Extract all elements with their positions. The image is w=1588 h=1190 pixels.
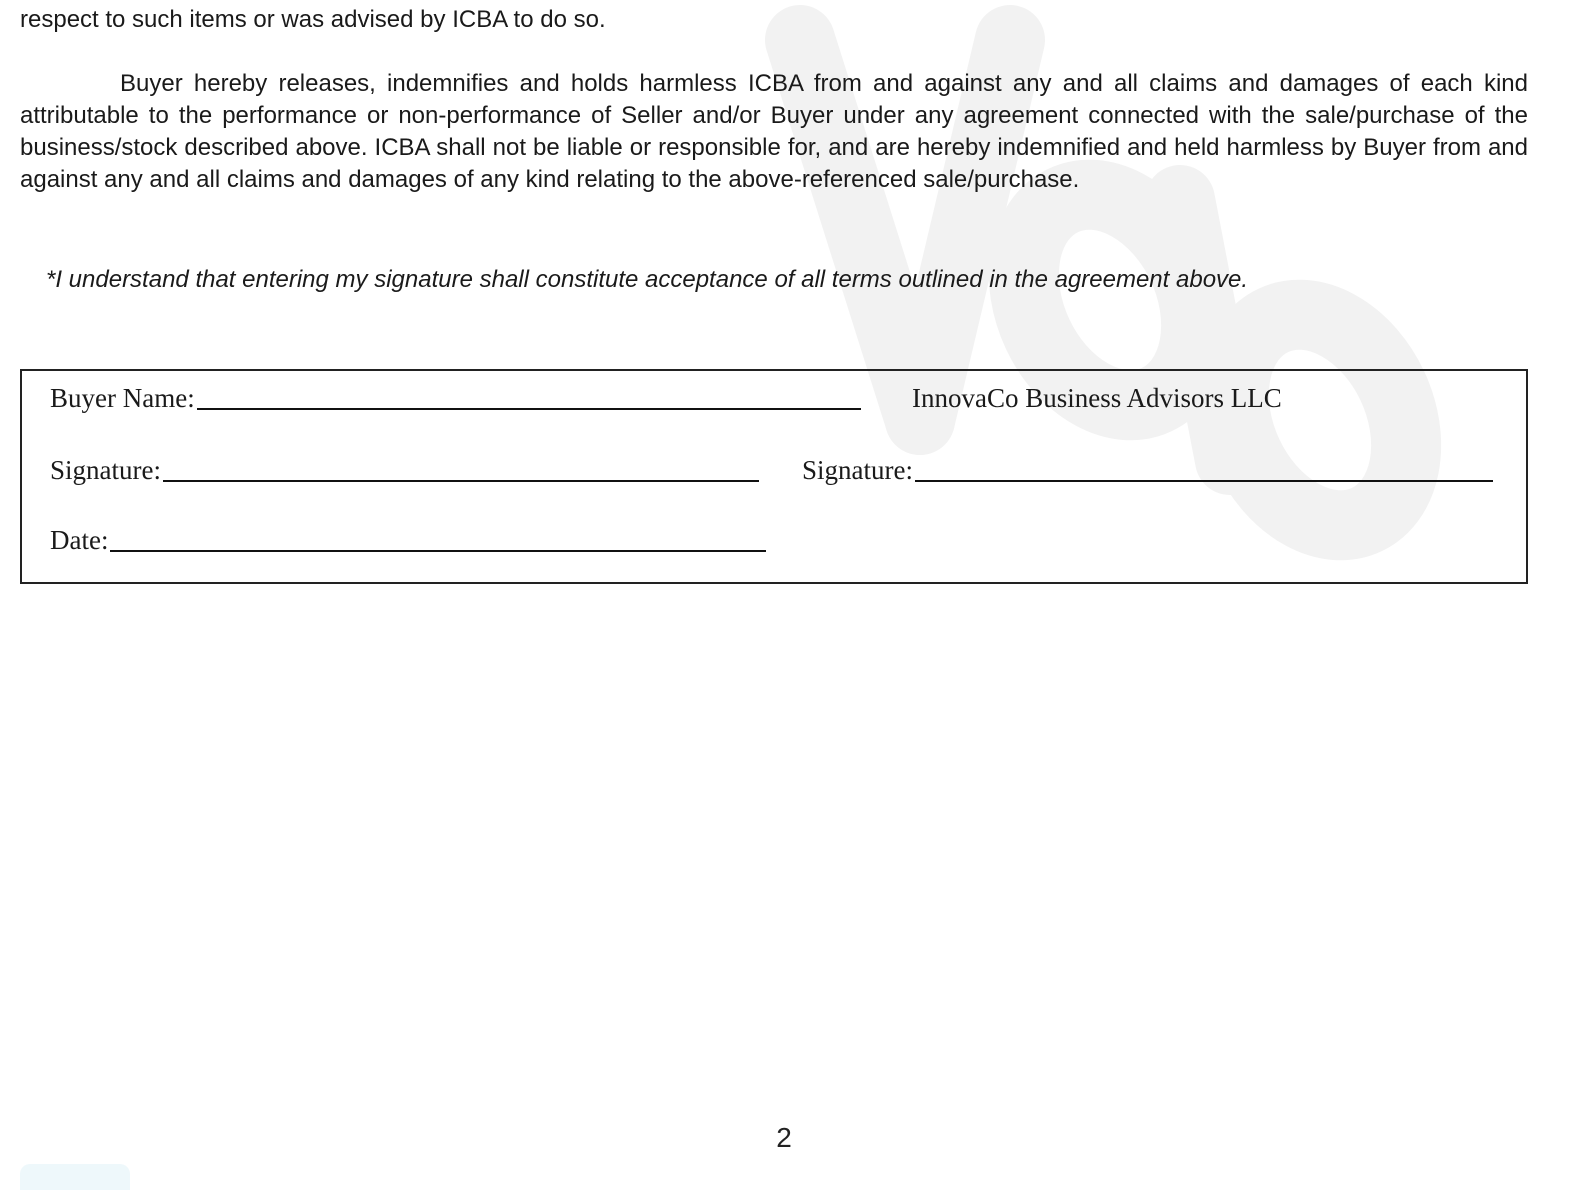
company-name (912, 383, 1282, 414)
company-signature-label: Signature: (802, 455, 913, 485)
date-line[interactable] (110, 549, 766, 552)
company-signature-line[interactable] (915, 479, 1493, 482)
buyer-signature-field[interactable] (50, 455, 759, 486)
date-field[interactable] (50, 525, 766, 556)
acceptance-note: *I understand that entering my signature shall constitute acceptance of all terms outlined in the agreement above. (46, 266, 1249, 293)
company-name-text: InnovaCo Business Advisors LLC (912, 383, 1282, 413)
buyer-name-line[interactable] (197, 407, 861, 410)
company-signature-field[interactable] (802, 455, 1493, 486)
buyer-signature-label: Signature: (50, 455, 161, 485)
signature-block (20, 369, 1528, 584)
buyer-name-field[interactable] (50, 383, 861, 414)
viewer-corner-tint (20, 1164, 130, 1190)
paragraph-tail: respect to such items or was advised by ICBA to do so. (20, 6, 606, 33)
date-label: Date: (50, 525, 109, 555)
buyer-name-label: Buyer Name: (50, 383, 195, 413)
buyer-signature-line[interactable] (163, 479, 759, 482)
page-number: 2 (776, 1122, 792, 1153)
release-paragraph: Buyer hereby releases, indemnifies and holds harmless ICBA from and against any and all claims and damages of each kind attributable to the performance or non-performance of Seller and/or Buyer under any agreement connected with the sale/purchase of the business/stock described above. ICBA shall not be liable or responsible for, and are hereby indemnified and held harmless by Buyer from and against any and all claims and damages of any kind relating to the above-referenced sale/purchase. (20, 70, 1528, 193)
